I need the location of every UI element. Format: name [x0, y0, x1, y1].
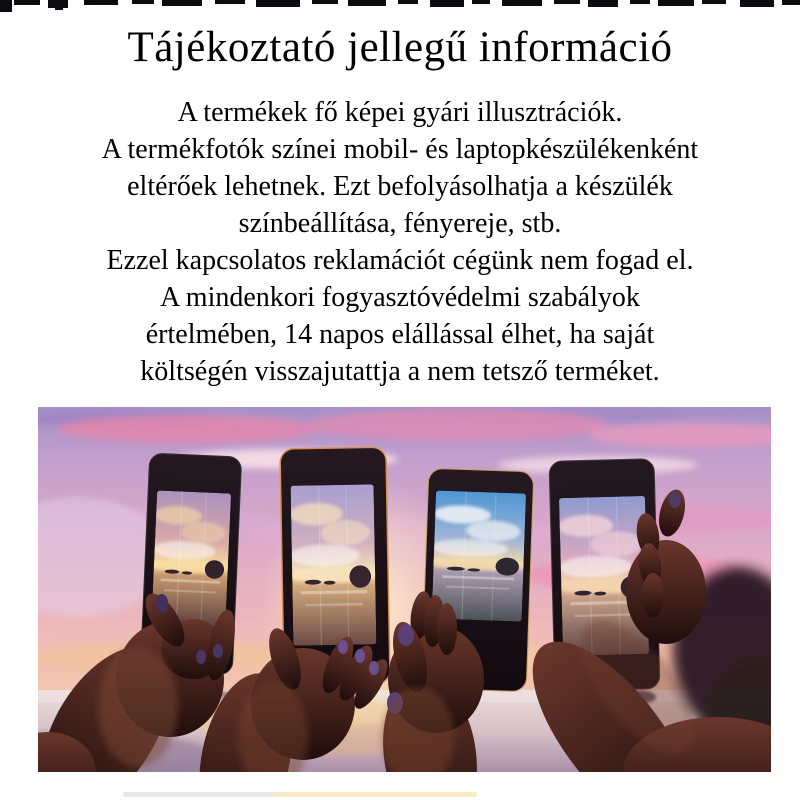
bottom-bar-left-segment: [123, 792, 273, 797]
cropped-text-remnant-strip: [0, 0, 800, 14]
notice-line-2: A termékfotók színei mobil- és laptopkészülékenként: [101, 134, 699, 165]
nail: [369, 661, 379, 675]
nail: [398, 624, 414, 646]
nail: [196, 650, 206, 664]
sunset-phones-photo: [38, 407, 771, 772]
nail: [156, 594, 168, 612]
nail: [669, 492, 681, 508]
notice-body: [0, 94, 800, 390]
remnant-marks: [0, 0, 800, 12]
notice-line-7: értelmében, 14 napos elállással élhet, ha saját: [145, 319, 655, 350]
notice-line-3: eltérőek lehetnek. Ezt befolyásolhatja a készülék: [127, 171, 673, 202]
notice-line-1: A termékek fő képei gyári illusztrációk.: [177, 97, 623, 128]
notice-line-8: költségén visszajutattja a nem tetsző terméket.: [140, 356, 660, 387]
nail: [338, 640, 348, 654]
nail: [213, 644, 223, 658]
notice-line-5: Ezzel kapcsolatos reklamációt cégünk nem fogad el.: [106, 245, 694, 276]
notice-line-4: színbeállítása, fényereje, stb.: [238, 208, 562, 239]
phone-screen-2: [286, 484, 380, 646]
notice-line-6: A mindenkori fogyasztóvédelmi szabályok: [160, 282, 640, 313]
cropped-bottom-bar: [123, 792, 477, 797]
phone-screen-3: [427, 490, 530, 621]
nail: [355, 649, 365, 663]
bottom-bar-right-segment: [273, 792, 477, 797]
notice-title: Tájékoztató jellegű információ: [127, 24, 673, 71]
